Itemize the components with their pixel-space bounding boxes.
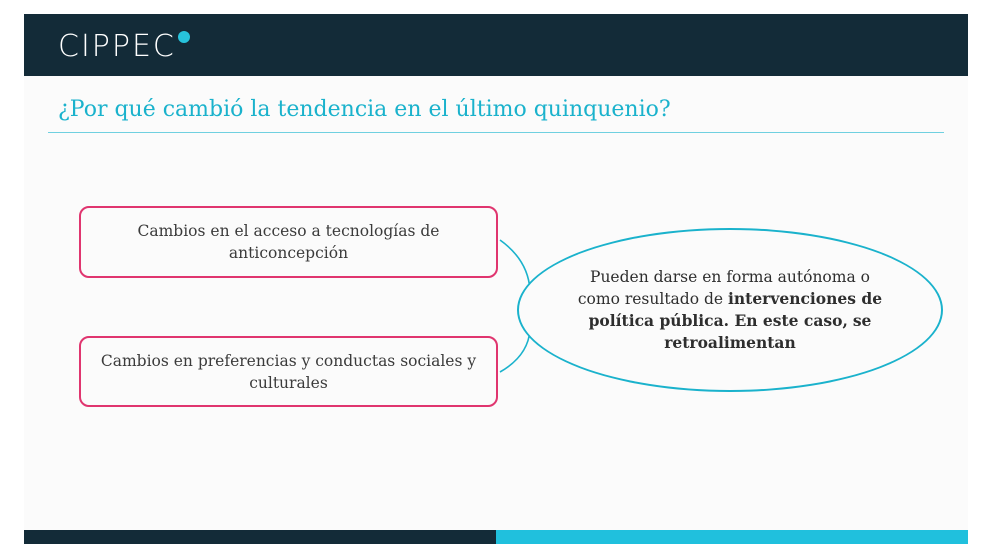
connector-bottom — [500, 330, 530, 372]
slide — [24, 14, 968, 544]
cause-box-label: Cambios en el acceso a tecnologías de anticoncepción — [137, 222, 440, 262]
footer-bar-dark — [24, 530, 496, 544]
connector-top — [500, 240, 530, 290]
cause-box-social-preferences — [79, 336, 498, 407]
slide-title: ¿Por qué cambió la tendencia en el último quinquenio? — [58, 97, 671, 122]
outcome-text — [570, 266, 890, 354]
outcome-text-bold-1: intervenciones de política pública. En este caso, — [588, 289, 883, 330]
cippec-logo: CIPPEC — [58, 29, 176, 64]
cause-box-contraception — [79, 206, 498, 278]
outcome-text-lead: Pueden darse en forma autónoma o como resultado de — [577, 268, 870, 308]
outcome-ellipse — [517, 228, 943, 392]
footer-bar-light — [496, 530, 968, 544]
outcome-text-bold-2: se retroalimentan — [664, 311, 872, 352]
cause-box-label: Cambios en preferencias y conductas sociales y culturales — [100, 351, 477, 392]
